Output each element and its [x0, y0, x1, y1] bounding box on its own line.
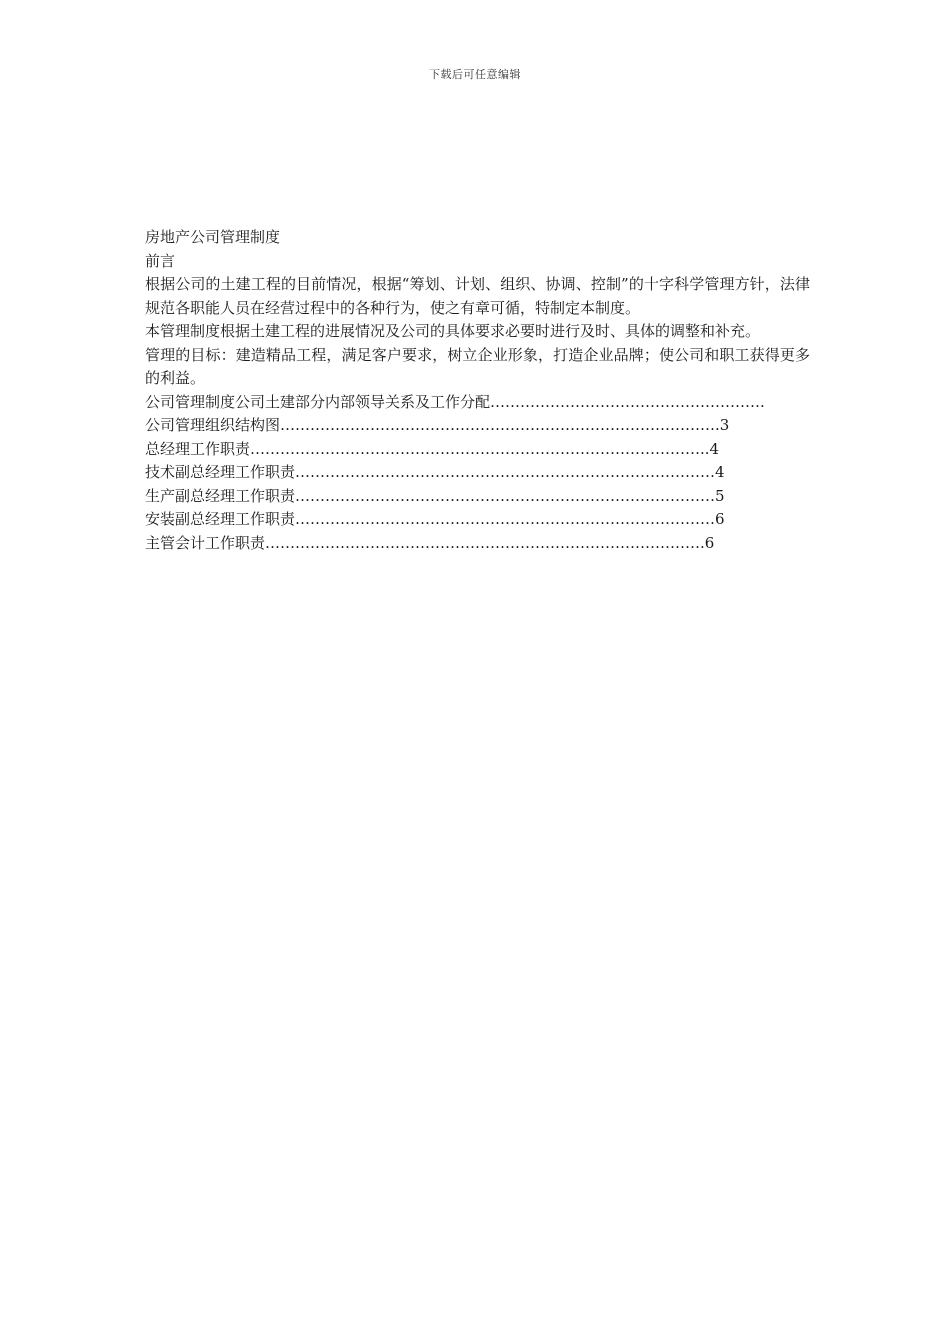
toc-entry-title: 总经理工作职责: [145, 439, 251, 458]
toc-entry[interactable]: [145, 438, 810, 462]
toc-page-number: 5: [715, 486, 725, 505]
toc-entry[interactable]: [145, 532, 810, 556]
toc-leader: ……………………………………………………………………………: [265, 533, 701, 552]
toc-entry[interactable]: [145, 414, 810, 438]
paragraph: 管理的目标：建造精品工程，满足客户要求，树立企业形象，打造企业品牌；使公司和职工获得更多的利益。: [145, 345, 810, 387]
toc-entry-title: 公司管理组织结构图: [145, 416, 281, 434]
paragraph: 本管理制度根据土建工程的进展情况及公司的具体要求必要时进行及时、具体的调整和补充。: [145, 322, 761, 340]
toc-leader: …………………………………………………………………………: [295, 463, 716, 481]
toc-leader: …………………………………………………………………………: [295, 510, 716, 528]
preface-heading: 前言: [145, 251, 176, 270]
toc-entry-title: 安装副总经理工作职责: [145, 510, 296, 528]
toc-page-number: 4: [715, 463, 725, 481]
toc-entry-title: 技术副总经理工作职责: [145, 463, 296, 481]
paragraph: 根据公司的土建工程的目前情况，根据“筹划、计划、组织、协调、控制”的十字科学管理方针，法律规范各职能人员在经营过程中的各种行为，使之有章可循，特制定本制度。: [145, 275, 810, 317]
toc-entry[interactable]: [145, 485, 810, 509]
toc-entry-title: 公司管理制度公司土建部分内部领导关系及工作分配: [145, 392, 491, 411]
toc-entry-title: 生产副总经理工作职责: [145, 486, 296, 505]
toc-page-number: .6: [700, 533, 715, 552]
table-of-contents: [145, 391, 810, 556]
toc-leader: ………………………………………………………………………………: [250, 439, 701, 458]
toc-entry-title: 主管会计工作职责: [145, 533, 266, 552]
page-header-note: 下载后可任意编辑: [429, 68, 521, 81]
toc-leader: ……………………………………………………………………………: [280, 416, 716, 434]
toc-page-number: ..4: [700, 439, 720, 458]
document-body: [145, 226, 810, 555]
toc-leader: ………………………………………………: [490, 392, 761, 411]
toc-page-number: 6: [715, 510, 725, 528]
toc-page-number: .3: [715, 416, 730, 434]
toc-entry[interactable]: [145, 508, 810, 532]
toc-page-number: .: [760, 392, 765, 411]
toc-entry[interactable]: [145, 461, 810, 485]
toc-entry[interactable]: [145, 391, 810, 415]
document-title: 房地产公司管理制度: [145, 228, 281, 246]
toc-leader: …………………………………………………………………………: [295, 486, 716, 505]
